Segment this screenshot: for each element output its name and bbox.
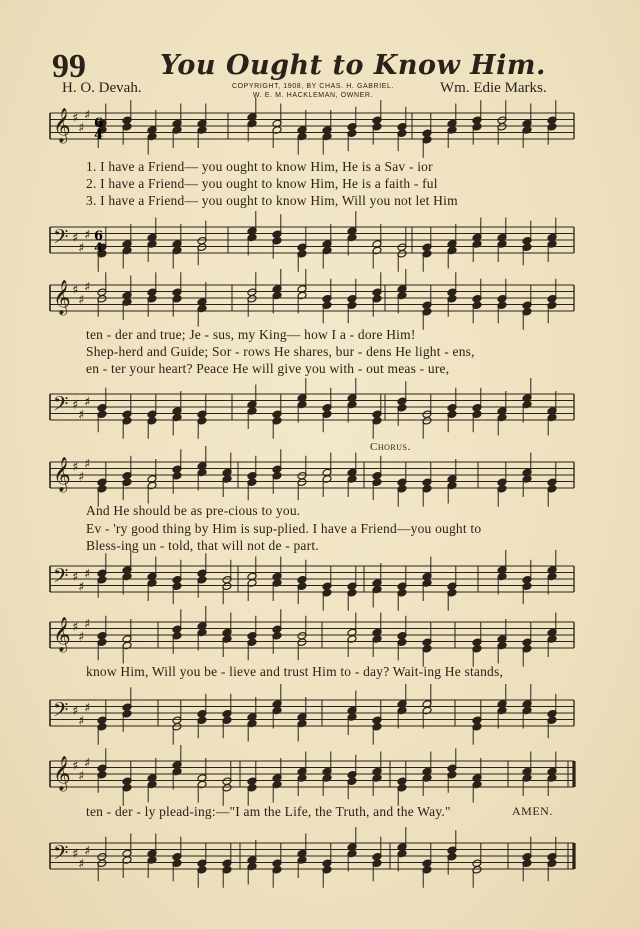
sharp-icon: ♯ (84, 567, 91, 582)
sharp-icon: ♯ (78, 408, 85, 423)
sharp-icon: ♯ (84, 228, 91, 243)
sharp-icon: ♯ (84, 457, 91, 472)
sharp-icon: ♯ (84, 617, 91, 632)
sharp-icon: ♯ (84, 108, 91, 123)
time-signature: 6 (94, 116, 104, 131)
sharp-icon: ♯ (78, 121, 85, 136)
lyric-line: ten - der and true; Je - sus, my King— how I a - dore Him! (86, 327, 416, 342)
bass-clef-icon: 𝄢 (53, 392, 69, 420)
lyric-line: Shep-herd and Guide; Sor - rows He shares, bur - dens He light - ens, (86, 344, 475, 359)
sharp-icon: ♯ (72, 620, 79, 635)
sharp-icon: ♯ (72, 283, 79, 298)
amen-label: AMEN. (512, 804, 553, 818)
bass-clef-icon: 𝄢 (53, 564, 69, 592)
lyric-line: Ev - 'ry good thing by Him is sup-plied. I have a Friend—you ought to (86, 521, 482, 536)
lyricist-credit: H. O. Devah. (62, 80, 142, 96)
treble-clef-icon: 𝄞 (53, 617, 71, 652)
staff-lines (50, 113, 574, 869)
lyric-line: know Him, Will you be - lieve and trust Him to - day? Wait-ing He stands, (86, 664, 504, 679)
time-signature: 4 (94, 128, 104, 143)
copyright-line-1: COPYRIGHT, 1908, BY CHAS. H. GABRIEL. (231, 83, 395, 90)
composer-credit: Wm. Edie Marks. (440, 80, 547, 96)
clefs-and-keys (53, 108, 90, 872)
sharp-icon: ♯ (84, 395, 91, 410)
hymn-number: 99 (52, 48, 86, 85)
treble-clef-icon: 𝄞 (53, 756, 71, 791)
sharp-icon: ♯ (78, 630, 85, 645)
sharp-icon: ♯ (72, 570, 79, 585)
time-signature: 4 (94, 241, 104, 256)
bass-clef-icon: 𝄢 (53, 225, 69, 253)
treble-clef-icon: 𝄞 (53, 457, 71, 492)
sharp-icon: ♯ (78, 470, 85, 485)
lyric-line: 2. I have a Friend— you ought to know Him, He is a faith - ful (86, 176, 438, 191)
sharp-icon: ♯ (84, 756, 91, 771)
sharp-icon: ♯ (84, 844, 91, 859)
sharp-icon: ♯ (72, 759, 79, 774)
sharp-icon: ♯ (72, 111, 79, 126)
sharp-icon: ♯ (72, 704, 79, 719)
sharp-icon: ♯ (72, 398, 79, 413)
lyric-line: ten - der - ly plead-ing:—"I am the Life, the Truth, and the Way." (86, 804, 451, 819)
lyric-line: 3. I have a Friend— you ought to know Him, Will you not let Him (86, 193, 458, 208)
sharp-icon: ♯ (72, 231, 79, 246)
hymn-title: You Ought to Know Him. (160, 50, 546, 81)
sharp-icon: ♯ (78, 769, 85, 784)
lyric-line: And He should be as pre-cious to you. (86, 503, 301, 518)
bass-clef-icon: 𝄢 (53, 698, 69, 726)
chorus-label: Chorus. (370, 441, 411, 453)
lyric-line: Bless-ing un - told, that will not de - part. (86, 538, 319, 553)
sharp-icon: ♯ (78, 293, 85, 308)
time-signature: 6 (94, 229, 104, 244)
treble-clef-icon: 𝄞 (53, 280, 71, 315)
sharp-icon: ♯ (78, 714, 85, 729)
bass-clef-icon: 𝄢 (53, 841, 69, 869)
sharp-icon: ♯ (78, 857, 85, 872)
sharp-icon: ♯ (78, 241, 85, 256)
treble-clef-icon: 𝄞 (53, 108, 71, 143)
lyric-line: en - ter your heart? Peace He will give you with - out meas - ure, (86, 361, 450, 376)
sharp-icon: ♯ (78, 580, 85, 595)
copyright-line-2: W. E. M. HACKLEMAN, OWNER. (252, 92, 374, 99)
sharp-icon: ♯ (84, 701, 91, 716)
lyric-line: 1. I have a Friend— you ought to know Him, He is a Sav - ior (86, 159, 433, 174)
notes (97, 97, 557, 888)
sharp-icon: ♯ (72, 460, 79, 475)
sharp-icon: ♯ (84, 280, 91, 295)
sharp-icon: ♯ (72, 847, 79, 862)
